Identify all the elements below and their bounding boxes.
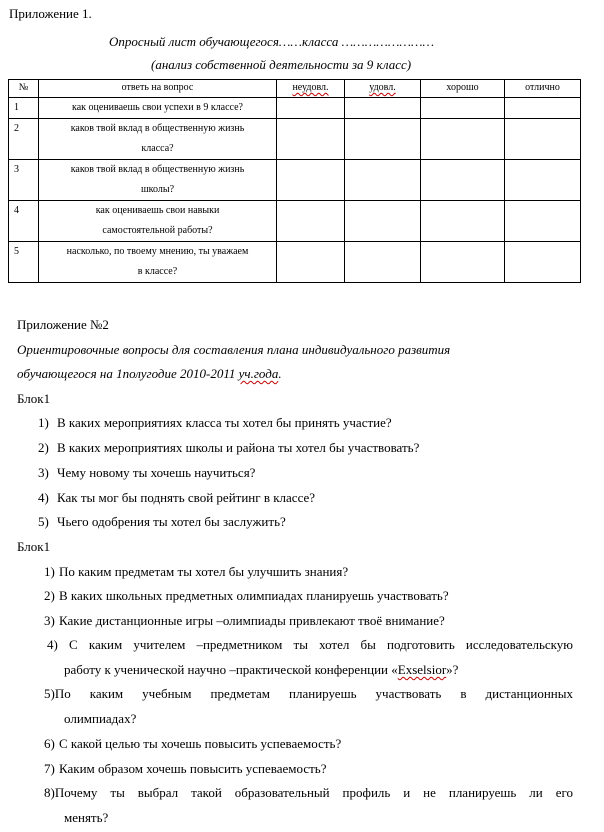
list-item: 5)По каким учебным предметам планируешь участвовать в дистанционных <box>44 686 573 701</box>
row-question: как оцениваешь свои навыки самостоятельной работы? <box>39 201 277 242</box>
survey-table <box>8 79 581 283</box>
table-row <box>9 242 581 283</box>
rating-cell[interactable] <box>345 98 421 119</box>
rating-cell[interactable] <box>345 119 421 160</box>
header-unsatisfactory: неудовл. <box>277 80 345 98</box>
list-item: 4) С каким учителем –предметником ты хотел бы подготовить исследовательскую <box>47 637 573 652</box>
list-item: 3) Какие дистанционные игры –олимпиады привлекают твоё внимание? <box>44 613 445 628</box>
list-item: 2) В каких школьных предметных олимпиадах планируешь участвовать? <box>44 588 449 603</box>
row-num: 4 <box>9 201 39 242</box>
appendix1-subtitle-line2: (анализ собственной деятельности за 9 класс) <box>151 57 412 72</box>
row-num: 5 <box>9 242 39 283</box>
row-question: насколько, по твоему мнению, ты уважаем в классе? <box>39 242 277 283</box>
header-satisfactory: удовл. <box>345 80 421 98</box>
rating-cell[interactable] <box>277 119 345 160</box>
appendix1-title: Приложение 1. <box>9 6 92 21</box>
header-question: ответь на вопрос <box>39 80 277 98</box>
rating-cell[interactable] <box>421 160 505 201</box>
row-num: 3 <box>9 160 39 201</box>
list-item: 8)Почему ты выбрал такой образовательный профиль и не планируешь ли его <box>44 785 573 800</box>
list-item: 1) По каким предметам ты хотел бы улучшить знания? <box>44 564 349 579</box>
list-item: 5) Чьего одобрения ты хотел бы заслужить? <box>38 514 286 529</box>
header-num: № <box>9 80 39 98</box>
list-item: 2) В каких мероприятиях школы и района ты хотел бы участвовать? <box>38 440 420 455</box>
rating-cell[interactable] <box>505 201 581 242</box>
row-question: как оцениваешь свои успехи в 9 классе? <box>39 98 277 119</box>
list-item: 4) Как ты мог бы поднять свой рейтинг в классе? <box>38 490 316 505</box>
table-row <box>9 98 581 119</box>
row-num: 1 <box>9 98 39 119</box>
row-question: каков твой вклад в общественную жизнь школы? <box>39 160 277 201</box>
appendix1-subtitle-line1: Опросный лист обучающегося……класса …………………… <box>109 34 435 49</box>
appendix2-subtitle-line1: Ориентировочные вопросы для составления плана индивидуального развития <box>17 342 451 357</box>
rating-cell[interactable] <box>277 98 345 119</box>
header-excellent: отлично <box>505 80 581 98</box>
rating-cell[interactable] <box>421 201 505 242</box>
rating-cell[interactable] <box>505 160 581 201</box>
rating-cell[interactable] <box>421 242 505 283</box>
list-item-continuation: работу к ученической научно –практической конференции «Exselsior»? <box>64 662 459 677</box>
list-item: 3) Чему новому ты хочешь научиться? <box>38 465 256 480</box>
rating-cell[interactable] <box>345 160 421 201</box>
rating-cell[interactable] <box>421 98 505 119</box>
table-row <box>9 160 581 201</box>
rating-cell[interactable] <box>277 201 345 242</box>
list-item-continuation: олимпиадах? <box>64 711 137 726</box>
appendix2-title: Приложение №2 <box>17 317 109 332</box>
rating-cell[interactable] <box>505 119 581 160</box>
list-item-continuation: менять? <box>64 810 109 825</box>
rating-cell[interactable] <box>505 98 581 119</box>
table-row <box>9 119 581 160</box>
appendix2-subtitle-line2: обучающегося на 1полугодие 2010-2011 уч.года. <box>17 366 282 381</box>
rating-cell[interactable] <box>277 242 345 283</box>
list-item: 1) В каких мероприятиях класса ты хотел бы принять участие? <box>38 415 392 430</box>
list-item: 6) С какой целью ты хочешь повысить успеваемость? <box>44 736 342 751</box>
row-num: 2 <box>9 119 39 160</box>
row-question: каков твой вклад в общественную жизнь класса? <box>39 119 277 160</box>
rating-cell[interactable] <box>345 242 421 283</box>
table-row <box>9 201 581 242</box>
block2-label: Блок1 <box>17 539 51 554</box>
rating-cell[interactable] <box>505 242 581 283</box>
table-header-row <box>9 80 581 98</box>
rating-cell[interactable] <box>345 201 421 242</box>
list-item: 7) Каким образом хочешь повысить успеваемость? <box>44 761 327 776</box>
header-good: хорошо <box>421 80 505 98</box>
rating-cell[interactable] <box>277 160 345 201</box>
rating-cell[interactable] <box>421 119 505 160</box>
block1-label: Блок1 <box>17 391 51 406</box>
